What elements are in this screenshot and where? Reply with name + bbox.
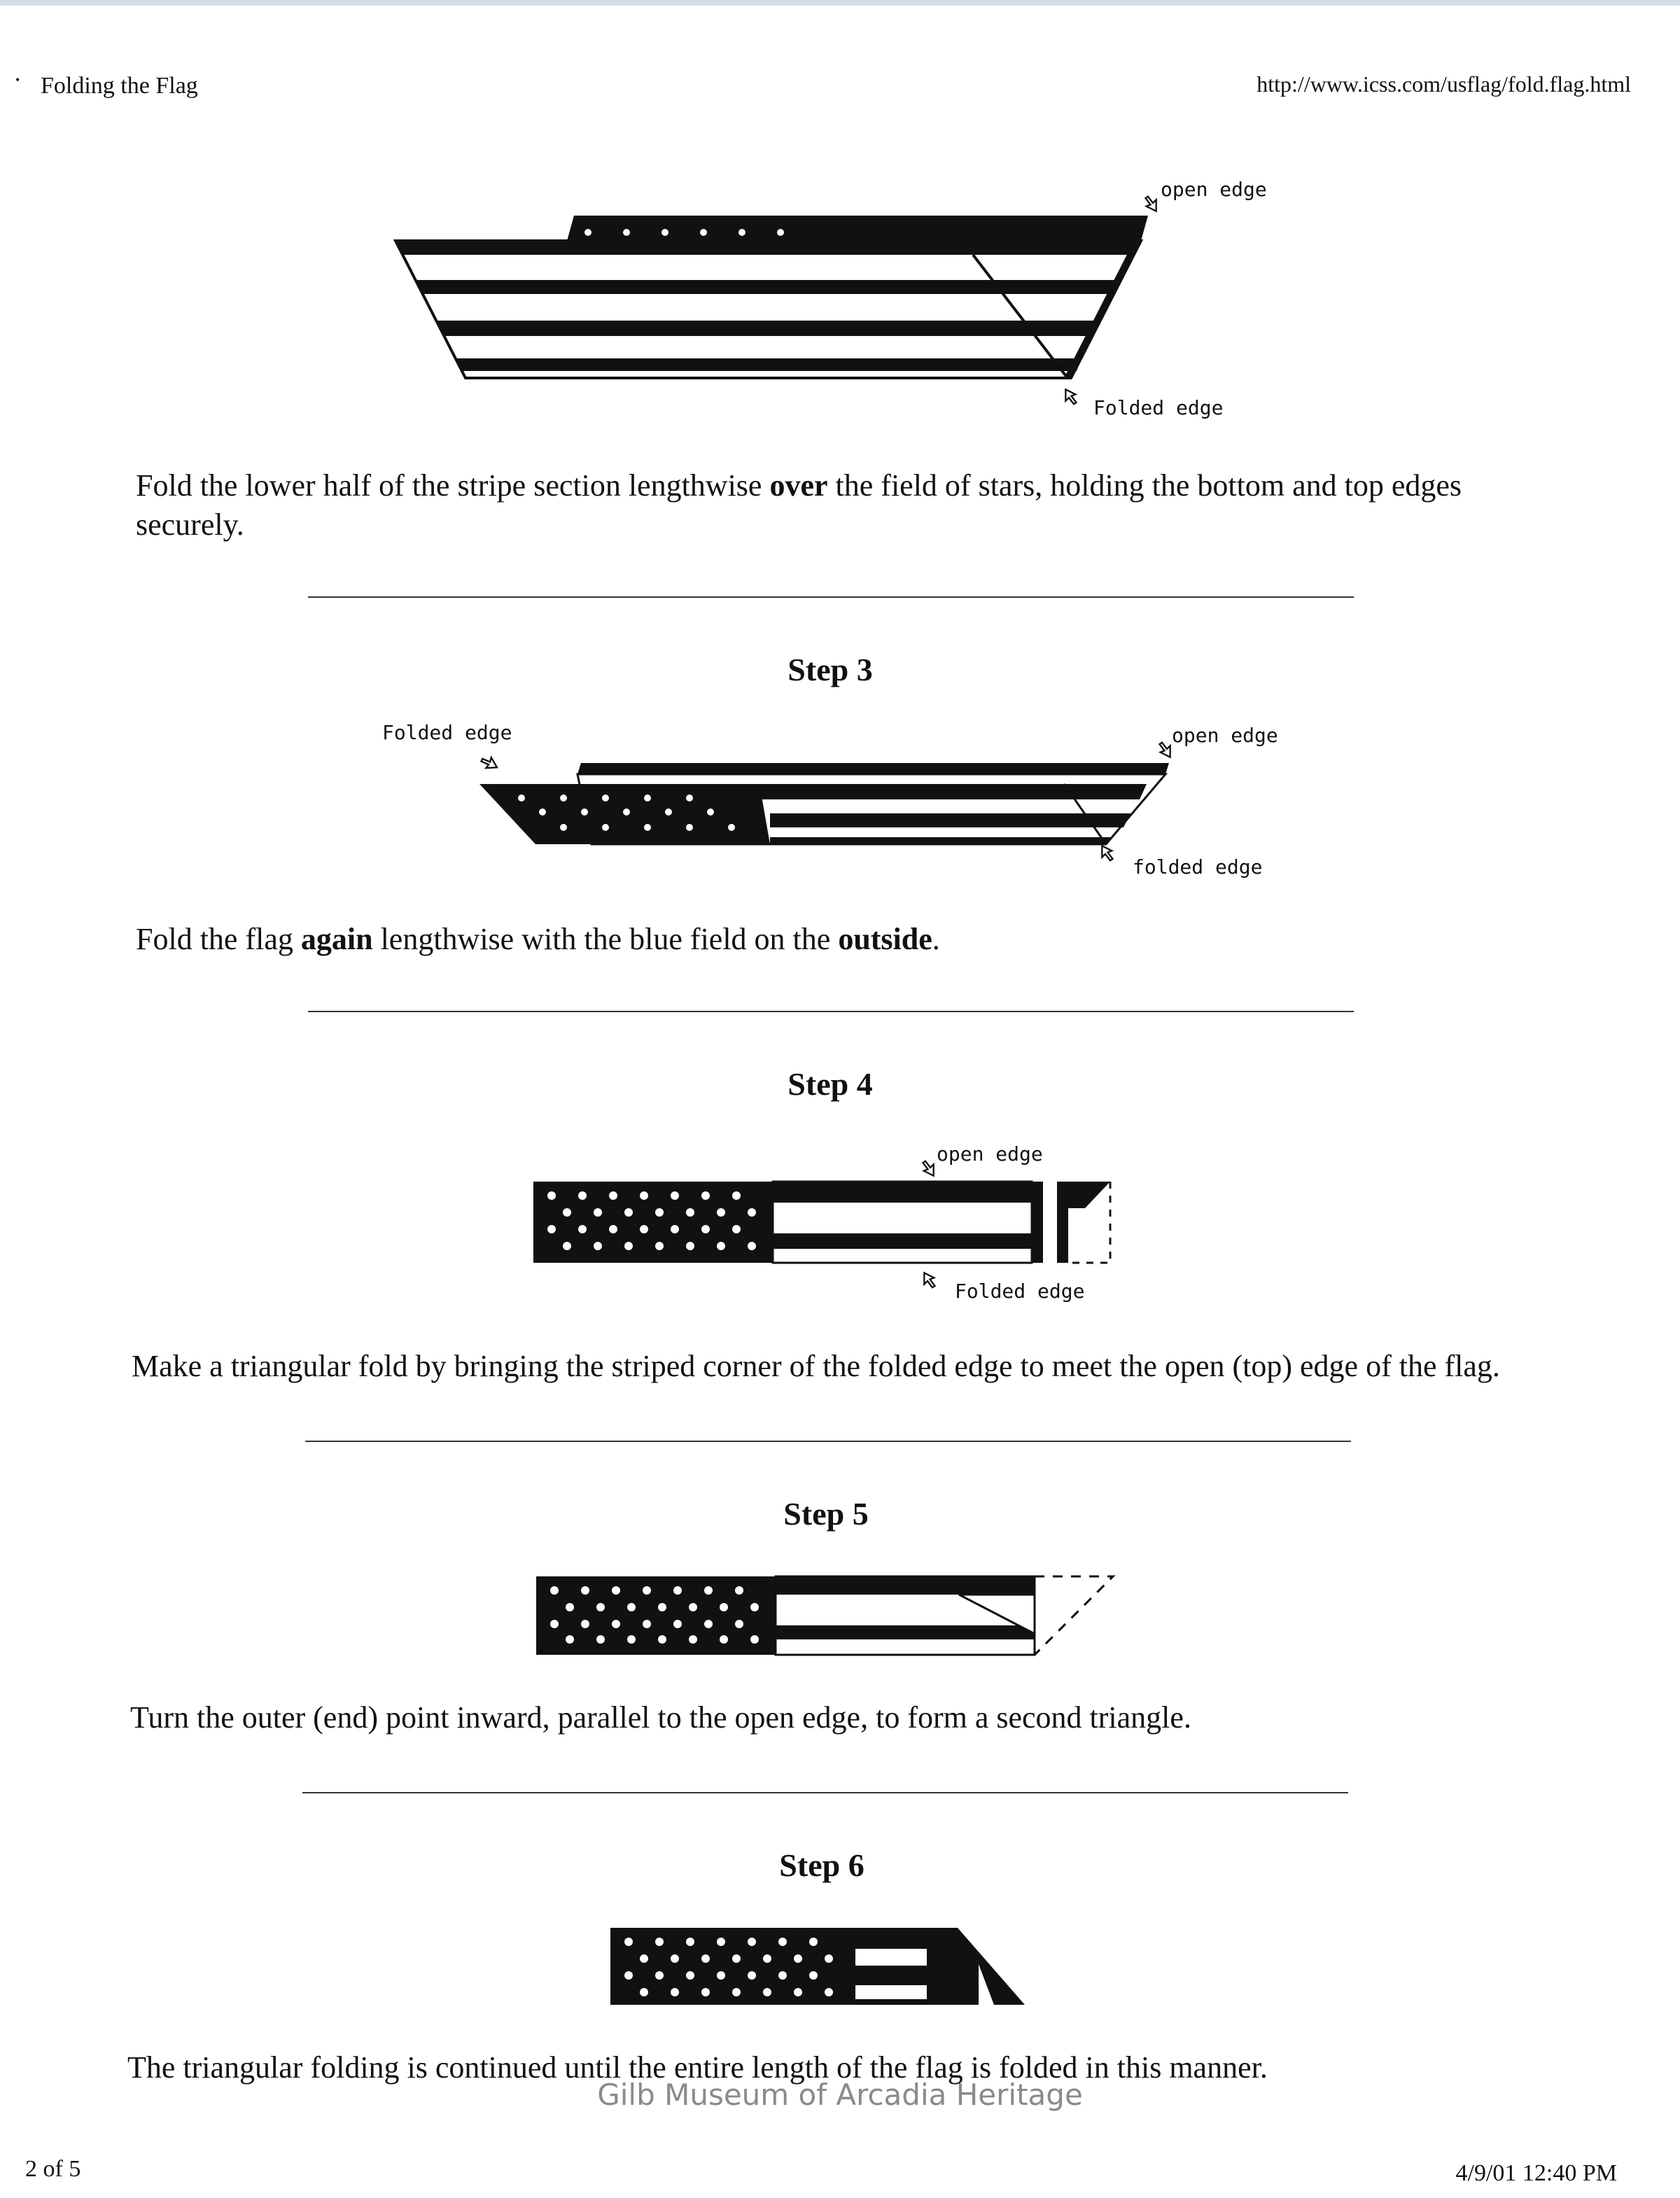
step5-heading: Step 5 [783,1496,869,1532]
page-number: 2 of 5 [25,2156,81,2182]
step3-folded-edge-left-label: Folded edge [382,721,512,744]
step5-instruction: Turn the outer (end) point inward, parallel to the open edge, to form a second triangle. [130,1700,1191,1735]
step2-flag-diagram [378,168,1302,434]
step4-flag-diagram [518,1127,1148,1316]
watermark: Gilb Museum of Arcadia Heritage [597,2078,1083,2112]
step5-flag-diagram [518,1561,1148,1666]
top-border [0,0,1680,6]
divider [308,1011,1354,1012]
step6-flag-diagram [602,1915,1050,2013]
step2-open-edge-label: open edge [1161,178,1267,201]
step4-instruction: Make a triangular fold by bringing the striped corner of the folded edge to meet the open (top) edge of the flag. [132,1349,1500,1383]
step6-heading: Step 6 [779,1847,864,1883]
step6-instruction: The triangular folding is continued until the entire length of the flag is folded in this manner. [127,2050,1268,2085]
divider [302,1792,1348,1793]
divider [305,1441,1351,1442]
step3-heading: Step 3 [788,652,873,687]
page-url[interactable]: http://www.icss.com/usflag/fold.flag.html [1256,71,1631,97]
step2-instruction: Fold the lower half of the stripe section lengthwise over the field of stars, holding the bottom and top edges securely. [136,468,1462,542]
page-title: • Folding the Flag [41,73,198,99]
step3-flag-diagram [364,714,1344,896]
step4-open-edge-label: open edge [937,1142,1043,1166]
step4-heading: Step 4 [788,1066,873,1102]
step2-folded-edge-label: Folded edge [1093,396,1224,419]
step3-folded-edge-label: folded edge [1133,855,1263,878]
print-timestamp: 4/9/01 12:40 PM [1455,2160,1617,2186]
step4-folded-edge-label: Folded edge [955,1280,1085,1303]
divider [308,596,1354,598]
step3-instruction: Fold the flag again lengthwise with the blue field on the outside. [136,922,940,956]
step3-open-edge-label: open edge [1172,724,1278,747]
